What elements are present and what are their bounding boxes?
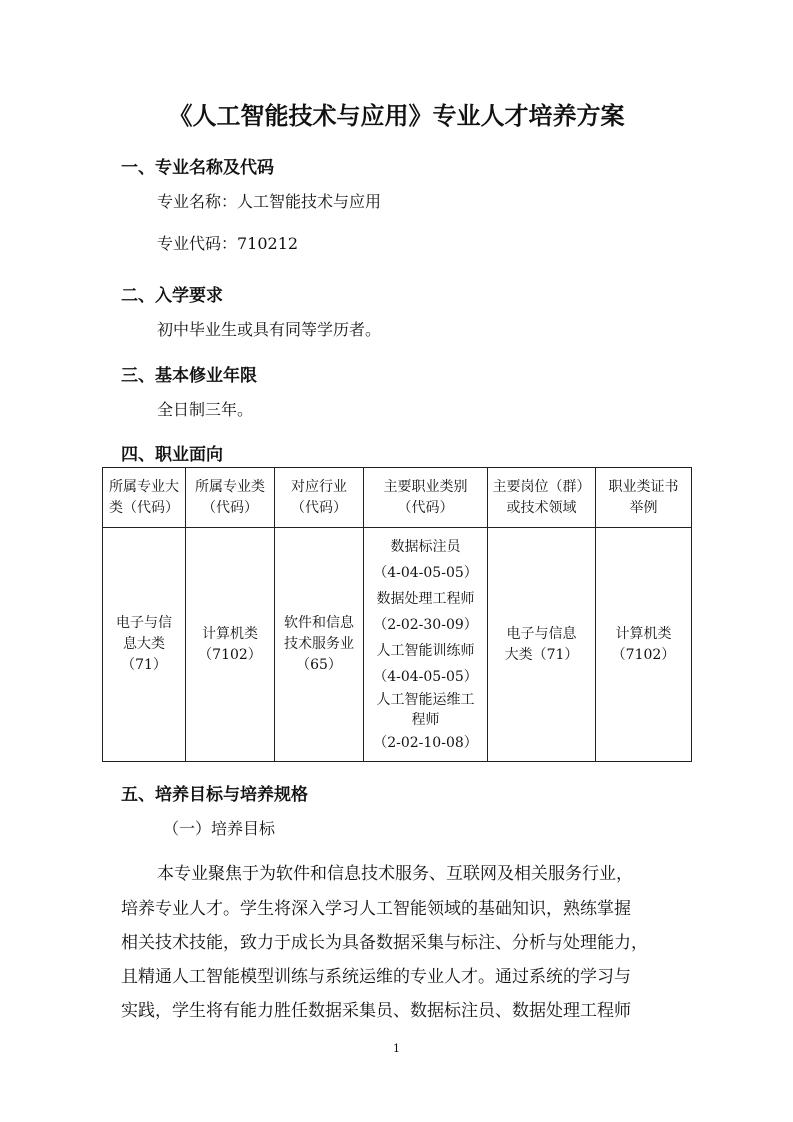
paragraph-line: 且精通人工智能模型训练与系统运维的专业人才。通过系统的学习与 bbox=[121, 967, 631, 987]
paragraph-line: 本专业聚焦于为软件和信息技术服务、互联网及相关服务行业， bbox=[157, 864, 633, 884]
document-title: 《人工智能技术与应用》专业人才培养方案 bbox=[168, 102, 625, 130]
major-code-line: 专业代码：710212 bbox=[157, 234, 299, 253]
paragraph-line: 实践，学生将有能力胜任数据采集员、数据标注员、数据处理工程师 bbox=[121, 1001, 631, 1021]
section-heading-major: 一、专业名称及代码 bbox=[121, 158, 274, 178]
cell-certificates: 计算机类 （7102） bbox=[596, 528, 692, 762]
header-occupation: 主要职业类别 （代码） bbox=[364, 468, 488, 528]
cell-occupations: 数据标注员 （4-04-05-05） 数据处理工程师 （2-02-30-09） 人工智能训练师 （4-04-05-05） 人工智能运维工 程师 （2-02-10-08） bbox=[364, 528, 488, 762]
paragraph-line: 相关技术技能，致力于成长为具备数据采集与标注、分析与处理能力， bbox=[121, 933, 648, 953]
header-industry: 对应行业 （代码） bbox=[275, 468, 364, 528]
page-number: 1 bbox=[393, 1042, 400, 1055]
cell-major-category: 电子与信 息大类 （71） bbox=[103, 528, 186, 762]
cell-major-class: 计算机类 （7102） bbox=[186, 528, 275, 762]
section-heading-objectives: 五、培养目标与培养规格 bbox=[121, 785, 308, 805]
paragraph-line: 培养专业人才。学生将深入学习人工智能领域的基础知识，熟练掌握 bbox=[121, 899, 631, 919]
duration-text: 全日制三年。 bbox=[157, 400, 254, 419]
subsection-heading-goal: （一）培养目标 bbox=[163, 819, 276, 838]
section-heading-career: 四、职业面向 bbox=[121, 445, 223, 465]
section-heading-admission: 二、入学要求 bbox=[121, 286, 223, 306]
major-name-line: 专业名称：人工智能技术与应用 bbox=[157, 192, 382, 211]
cell-positions: 电子与信息 大类（71） bbox=[488, 528, 596, 762]
section-heading-duration: 三、基本修业年限 bbox=[121, 366, 257, 386]
career-table bbox=[102, 467, 692, 762]
admission-text: 初中毕业生或具有同等学历者。 bbox=[157, 320, 382, 339]
header-certificates: 职业类证书 举例 bbox=[596, 468, 692, 528]
header-major-class: 所属专业类 （代码） bbox=[186, 468, 275, 528]
table-row bbox=[103, 528, 692, 762]
cell-industry: 软件和信息 技术服务业 （65） bbox=[275, 528, 364, 762]
header-major-category: 所属专业大 类（代码） bbox=[103, 468, 186, 528]
header-positions: 主要岗位（群） 或技术领域 bbox=[488, 468, 596, 528]
table-header-row bbox=[103, 468, 692, 528]
